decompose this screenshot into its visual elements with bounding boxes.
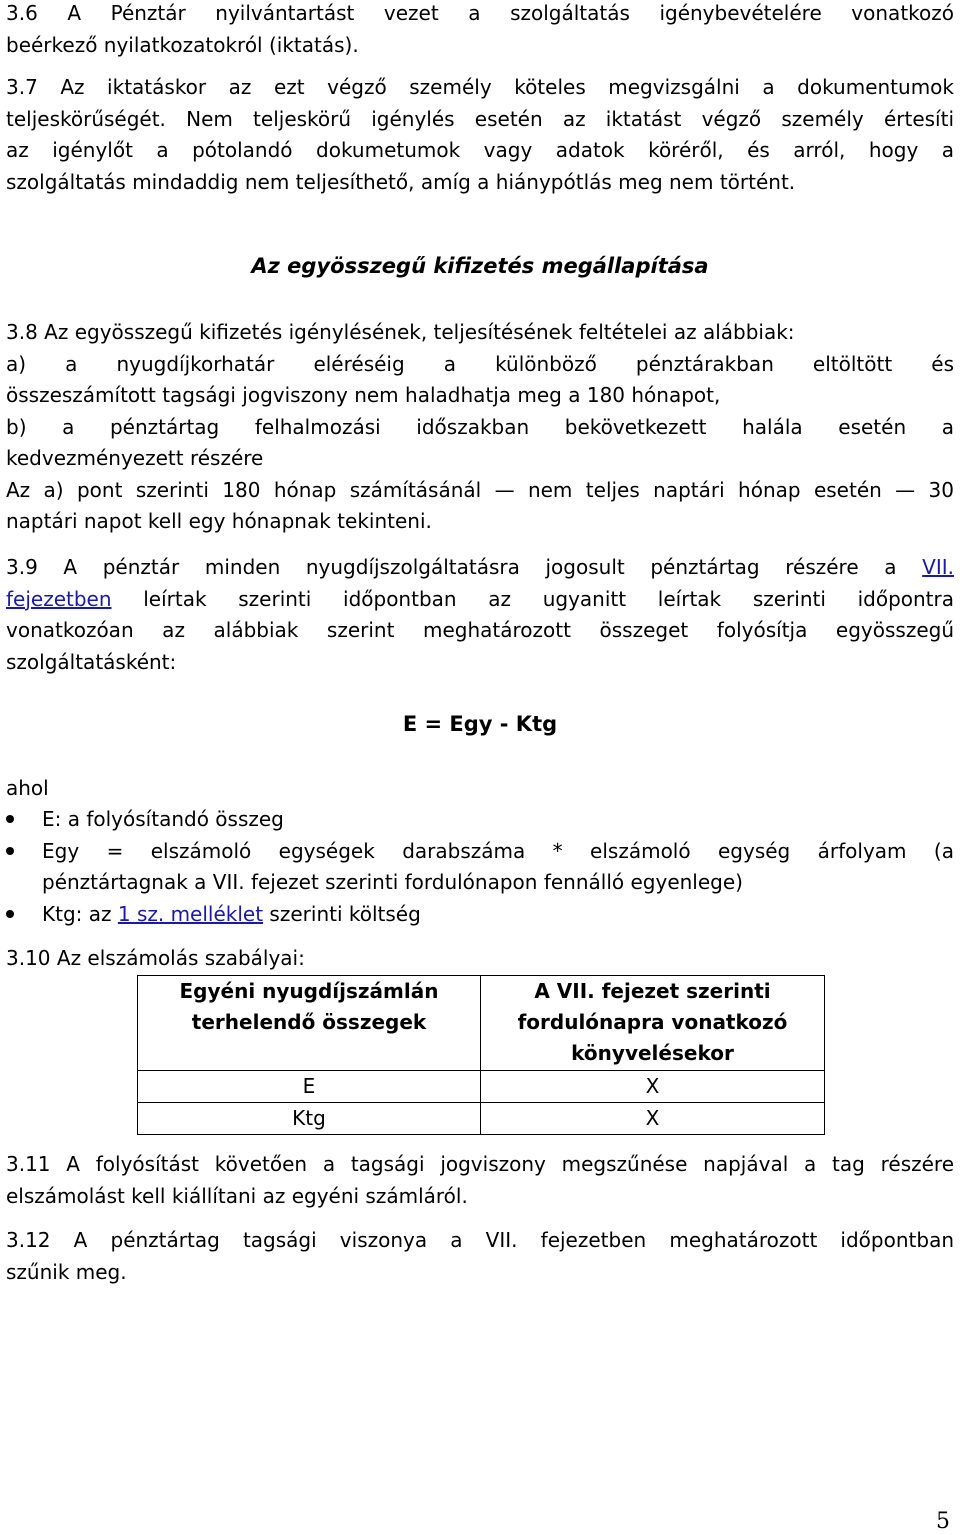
list-item-prefix: Ktg: az <box>42 901 118 926</box>
paragraph-line: teljeskörűségét. Nem teljeskörű igénylés esetén az iktatást végző személy értesíti <box>6 106 954 131</box>
paragraph-line: 3.6 A Pénztár nyilvántartást vezet a szolgáltatás igénybevételére vonatkozó <box>6 1 954 25</box>
paragraph-line: szolgáltatás mindaddig nem teljesíthető, amíg a hiánypótlás meg nem történt. <box>6 169 796 194</box>
list-item-text: Egy = elszámoló egységek darabszáma * elszámoló egység árfolyam (a <box>42 838 954 863</box>
table-header-cell: Egyéni nyugdíjszámlán terhelendő összegek <box>138 976 481 1071</box>
paragraph-3-7 <box>6 72 954 198</box>
paragraph-line: 3.11 A folyósítást követően a tagsági jogviszony megszűnése napjával a tag részére <box>6 1152 954 1176</box>
paragraph-3-12 <box>6 1225 954 1288</box>
document-page <box>6 0 954 1535</box>
paragraph-line: 3.8 Az egyösszegű kifizetés igénylésének, teljesítésének feltételei az alábbiak: <box>6 320 795 344</box>
paragraph-3-11 <box>6 1149 954 1212</box>
paragraph-line: az igénylőt a pótolandó dokumetumok vagy adatok köréről, és arról, hogy a <box>6 138 954 162</box>
table-cell-item: E <box>138 1071 481 1103</box>
bullet-icon <box>6 815 14 823</box>
table-cell-mark: X <box>481 1103 825 1135</box>
list-item <box>6 899 954 931</box>
table-header-cell: A VII. fejezet szerinti fordulónapra vonatkozó könyvelésekor <box>481 976 825 1071</box>
formula: E = Egy - Ktg <box>402 712 558 736</box>
paragraph-line: 3.12 A pénztártag tagsági viszonya a VII. fejezetben meghatározott időpontban <box>6 1228 954 1252</box>
paragraph-3-9 <box>6 552 954 678</box>
section-heading: Az egyösszegű kifizetés megállapítása <box>251 254 709 278</box>
paragraph-line: beérkező nyilatkozatokról (iktatás). <box>6 32 359 57</box>
list-item-text: pénztártagnak a VII. fejezet szerinti fordulónapon fennálló egyenlege) <box>42 870 743 894</box>
paragraph-line: naptári napot kell egy hónapnak tekinteni. <box>6 509 432 533</box>
accounting-table <box>137 975 825 1135</box>
paragraph-line: a) a nyugdíjkorhatár eléréséig a különböző pénztárakban eltöltött és <box>6 351 954 376</box>
bullet-icon <box>6 910 14 918</box>
paragraph-text: leírtak szerinti időpontban az ugyanitt leírtak szerinti időpontra <box>111 586 954 611</box>
paragraph-3-8 <box>6 317 954 538</box>
paragraph-text: 3.9 A pénztár minden nyugdíjszolgáltatásra jogosult pénztártag részére a <box>6 555 923 579</box>
paragraph-line: elszámolást kell kiállítani az egyéni számláról. <box>6 1183 468 1208</box>
paragraph-line: 3.7 Az iktatáskor az ezt végző személy köteles megvizsgálni a dokumentumok <box>6 75 954 99</box>
list-item <box>6 836 954 899</box>
list-item-text: E: a folyósítandó összeg <box>42 807 284 831</box>
chapter-vii-link[interactable]: VII. <box>922 555 954 579</box>
page-number: 5 <box>936 1509 950 1534</box>
paragraph-3-10: 3.10 Az elszámolás szabályai: <box>6 946 305 970</box>
list-item-text <box>42 899 954 931</box>
list-item <box>6 804 954 836</box>
paragraph-line <box>6 584 954 616</box>
annex-1-link[interactable]: 1 sz. melléklet <box>117 901 264 926</box>
paragraph-line: szolgáltatásként: <box>6 649 177 674</box>
chapter-vii-link-continued[interactable]: fejezetben <box>6 586 112 611</box>
table-row <box>138 1103 825 1135</box>
table-cell-item: Ktg <box>138 1103 481 1135</box>
paragraph-line: Az a) pont szerinti 180 hónap számításánál — nem teljes naptári hónap esetén — 30 <box>6 477 954 502</box>
table-header-row <box>138 976 825 1071</box>
bullet-icon <box>6 847 14 855</box>
list-item-suffix: szerinti költség <box>263 901 421 926</box>
definition-list <box>6 804 954 930</box>
paragraph-line <box>6 552 954 584</box>
paragraph-line: vonatkozóan az alábbiak szerint meghatározott összeget folyósítja egyösszegű <box>6 618 954 642</box>
paragraph-3-6 <box>6 0 954 61</box>
table-cell-mark: X <box>481 1071 825 1103</box>
paragraph-line: összeszámított tagsági jogviszony nem haladhatja meg a 180 hónapot, <box>6 383 721 407</box>
paragraph-line: szűnik meg. <box>6 1259 127 1284</box>
ahol-label: ahol <box>6 776 49 800</box>
table-row <box>138 1071 825 1103</box>
paragraph-line: b) a pénztártag felhalmozási időszakban bekövetkezett halála esetén a <box>6 414 954 439</box>
paragraph-line: kedvezményezett részére <box>6 446 264 470</box>
